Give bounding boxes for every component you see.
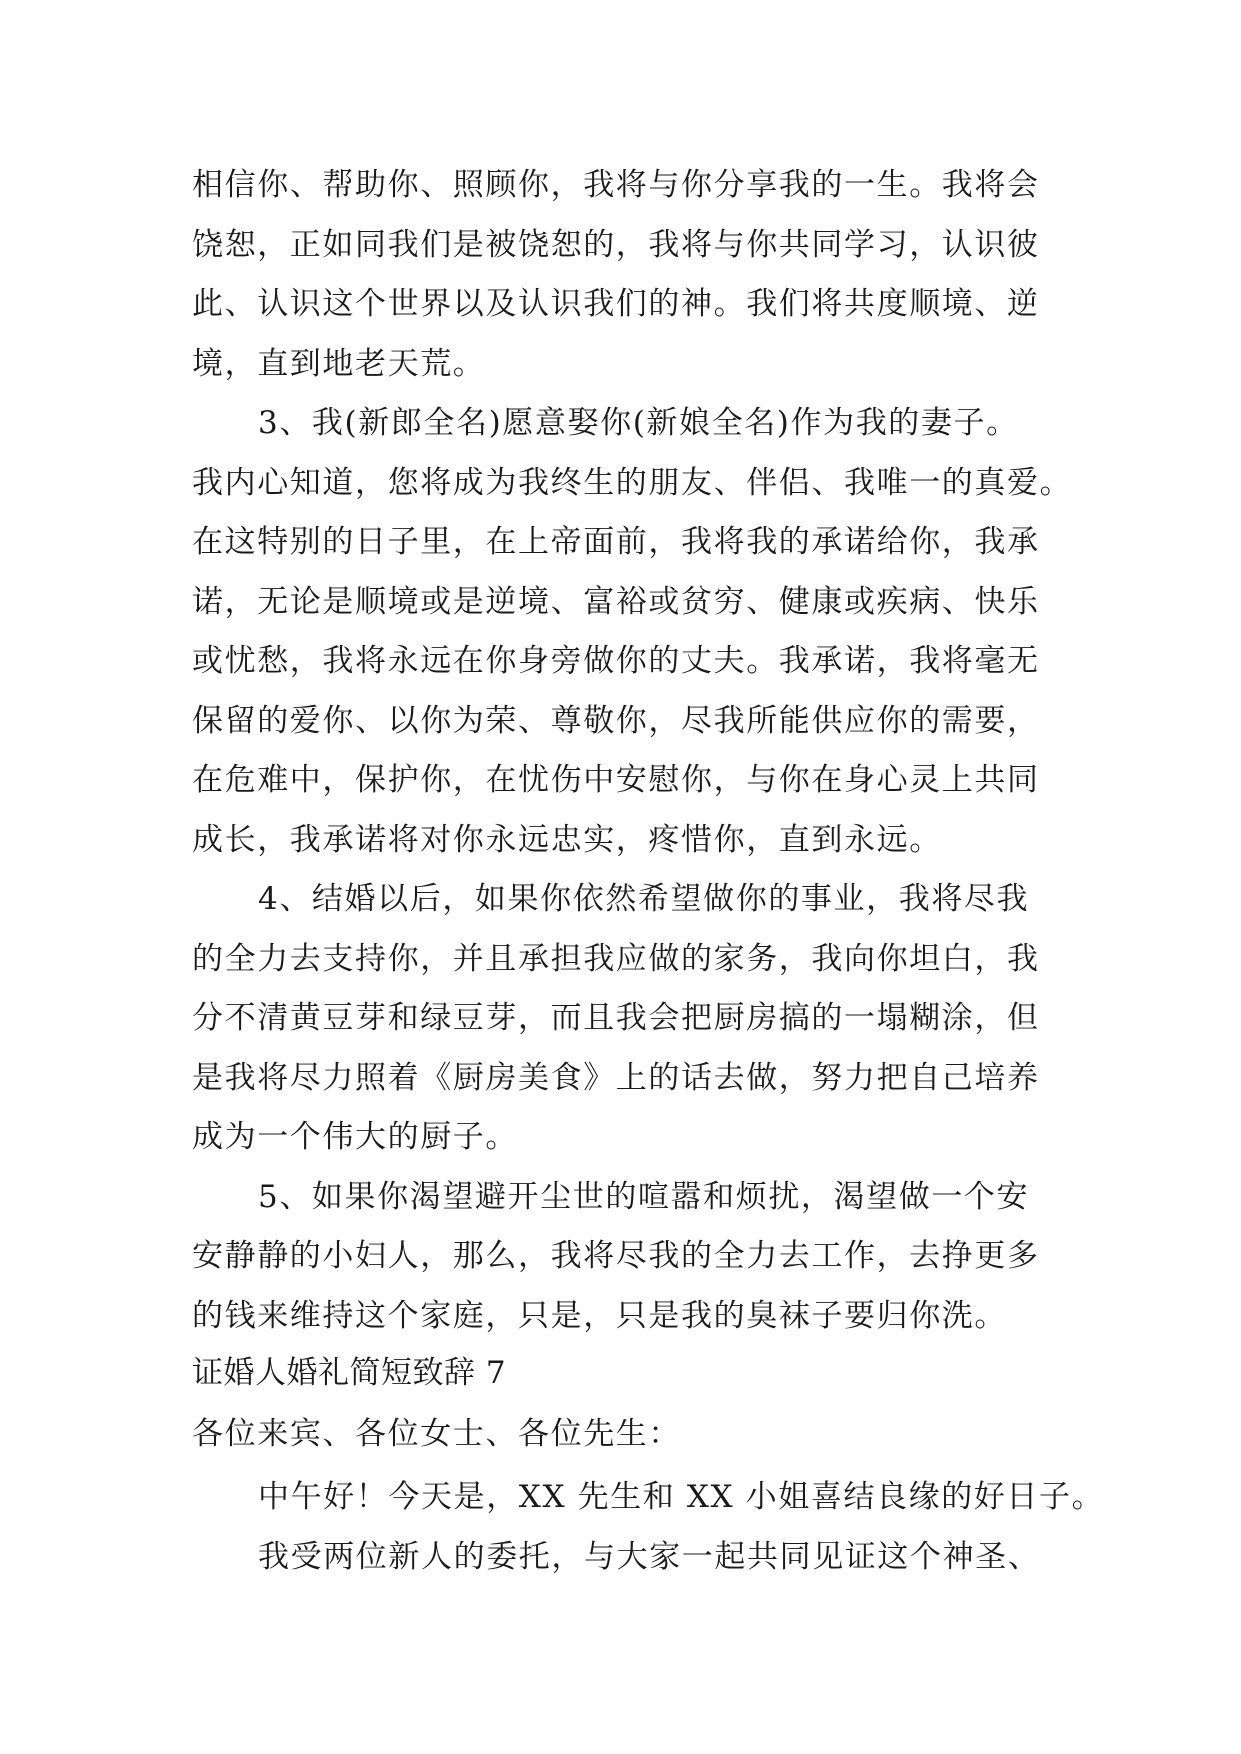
text-line: 诺，无论是顺境或是逆境、富裕或贫穷、健康或疾病、快乐 <box>192 583 1040 620</box>
greeting-paragraph <box>192 1468 1105 1587</box>
text-line: 此、认识这个世界以及认识我们的神。我们将共度顺境、逆 <box>192 286 1040 322</box>
text-line: 在危难中，保护你，在忧伤中安慰你，与你在身心灵上共同 <box>192 762 1040 798</box>
continuation-paragraph <box>192 156 1072 394</box>
text-line: 中午好！今天是，XX 先生和 XX 小姐喜结良缘的好日子。 <box>258 1479 1105 1515</box>
text-line: 的钱来维持这个家庭，只是，只是我的臭袜子要归你洗。 <box>192 1297 1007 1334</box>
text-line: 我受两位新人的委托，与大家一起共同见证这个神圣、 <box>258 1538 1041 1575</box>
text-line: 的全力去支持你，并且承担我应做的家务，我向你坦白，我 <box>192 940 1040 977</box>
section-heading: 证婚人婚礼简短致辞 7 <box>192 1355 507 1391</box>
salutation: 各位来宾、各位女士、各位先生： <box>192 1416 681 1452</box>
text-line: 成长，我承诺将对你永远忠实，疼惜你，直到永远。 <box>192 821 942 858</box>
text-line: 我内心知道，您将成为我终生的朋友、伴侣、我唯一的真爱。 <box>192 464 1073 501</box>
text-line: 相信你、帮助你、照顾你，我将与你分享我的一生。我将会 <box>192 167 1040 203</box>
text-line: 或忧愁，我将永远在你身旁做你的丈夫。我承诺，我将毫无 <box>192 643 1040 679</box>
text-line: 5、如果你渴望避开尘世的喧嚣和烦扰，渴望做一个安 <box>258 1178 1030 1215</box>
text-line: 保留的爱你、以你为荣、尊敬你，尽我所能供应你的需要， <box>192 702 1040 739</box>
text-line: 境，直到地老天荒。 <box>192 345 486 382</box>
text-line: 在这特别的日子里，在上帝面前，我将我的承诺给你，我承 <box>192 524 1040 560</box>
vow-paragraph-4 <box>192 870 1072 1168</box>
text-line: 成为一个伟大的厨子。 <box>192 1119 518 1155</box>
text-line: 是我将尽力照着《厨房美食》上的话去做，努力把自己培养 <box>192 1059 1040 1096</box>
text-line: 4、结婚以后，如果你依然希望做你的事业，我将尽我 <box>258 881 1030 917</box>
text-line: 安静静的小妇人，那么，我将尽我的全力去工作，去挣更多 <box>192 1238 1040 1274</box>
document-body <box>192 156 1105 1587</box>
text-line: 分不清黄豆芽和绿豆芽，而且我会把厨房搞的一塌糊涂，但 <box>192 1000 1040 1036</box>
vow-paragraph-5 <box>192 1168 1072 1347</box>
vow-paragraph-3 <box>192 394 1072 870</box>
text-line: 3、我(新郎全名)愿意娶你(新娘全名)作为我的妻子。 <box>258 405 1019 441</box>
text-line: 饶恕，正如同我们是被饶恕的，我将与你共同学习，认识彼 <box>192 226 1040 263</box>
